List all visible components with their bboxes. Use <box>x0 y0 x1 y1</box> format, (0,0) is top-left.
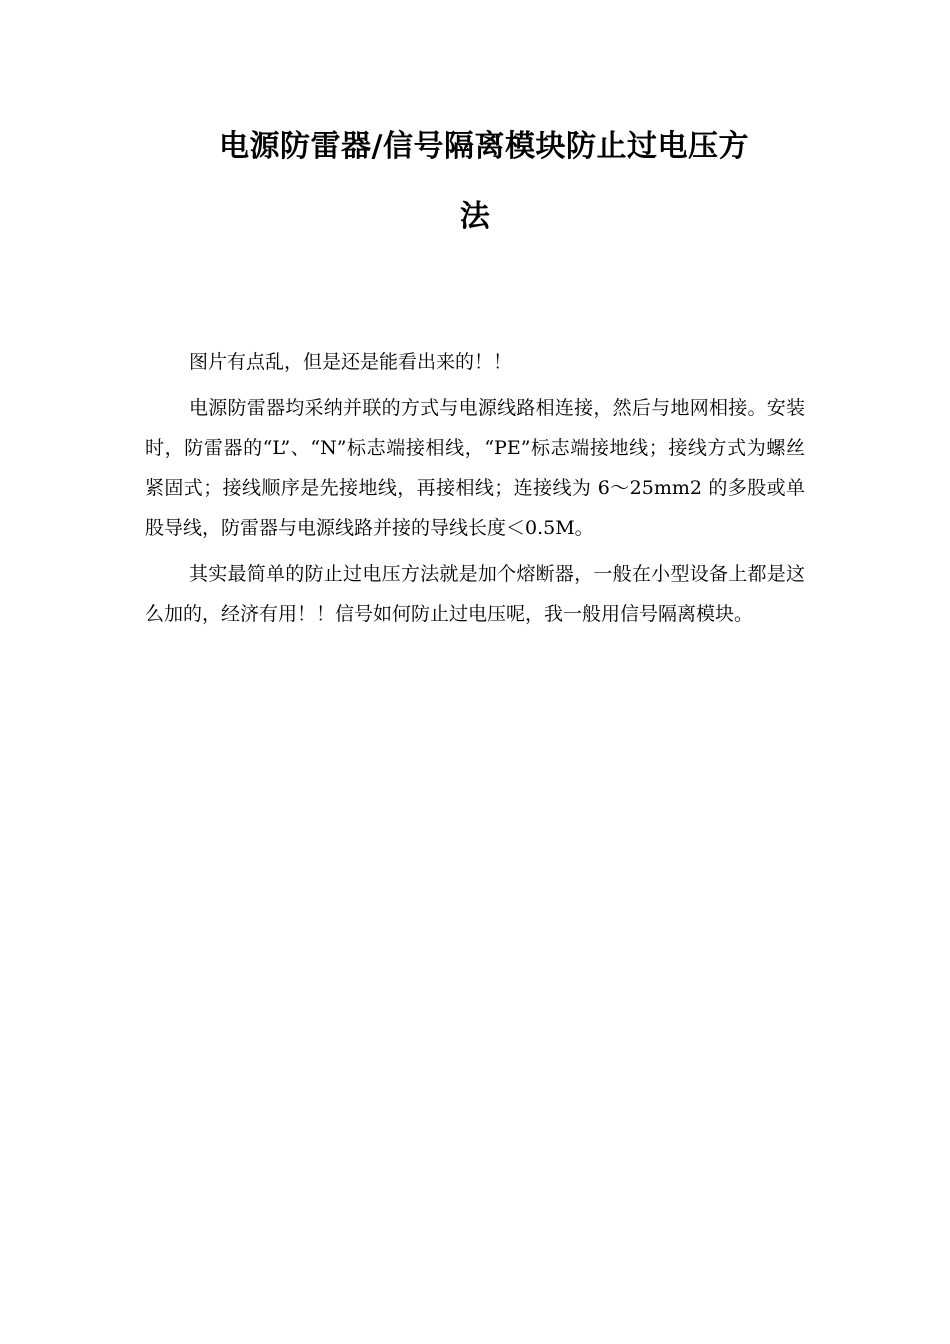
title-line-2: 法 <box>459 199 491 234</box>
paragraph-3: 其实最简单的防止过电压方法就是加个熔断器，一般在小型设备上都是这么加的，经济有用！！信号如何防止过电压呢，我一般用信号隔离模块。 <box>145 563 805 625</box>
paragraph-1: 图片有点乱，但是还是能看出来的！！ <box>189 351 513 373</box>
document-body <box>145 342 805 640</box>
title-line-1: 电源防雷器/信号隔离模块防止过电压方 <box>219 129 749 164</box>
document-title <box>145 112 805 252</box>
paragraph-2: 电源防雷器均采纳并联的方式与电源线路相连接，然后与地网相接。安装时，防雷器的“L”、“N”标志端接相线，“PE”标志端接地线；接线方式为螺丝紧固式；接线顺序是先接地线，再接相线；连接线为 6～25mm2 的多股或单股导线，防雷器与电源线路并接的导线长度＜0.5M。 <box>145 397 805 539</box>
